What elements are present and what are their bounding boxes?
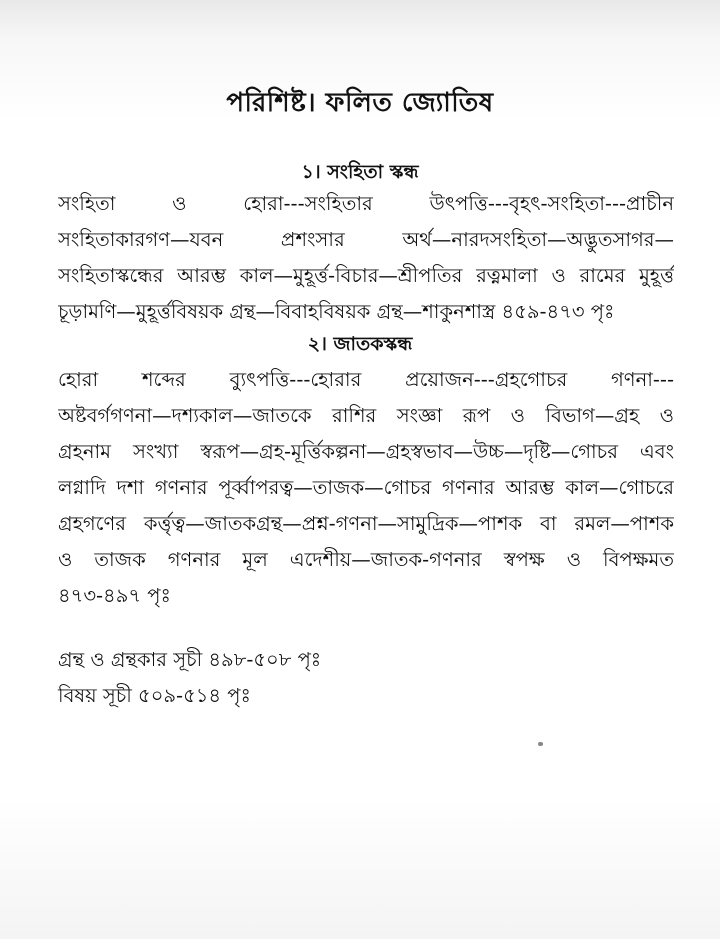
text-line: অষ্টবর্গগণনা—দশ্যকাল—জাতকে রাশির সংজ্ঞা রূপ ও বিভাগ—গ্রহ ও bbox=[58, 404, 674, 427]
text-line: সংহিতাস্কন্ধের আরম্ভ কাল—মুহূর্ত্ত-বিচার—শ্রীপতির রত্নমালা ও রামের মুহূর্ত্ত bbox=[58, 264, 674, 287]
text-line: চূড়ামণি—মুহূর্ত্তবিষয়ক গ্রন্থ—বিবাহবিষয়ক গ্রন্থ—শাকুনশাস্ত্র ৪৫৯-৪৭৩ পৃঃ bbox=[58, 300, 615, 323]
text-line: গ্রহনাম সংখ্যা স্বরূপ—গ্রহ-মূর্ত্তিকল্পনা—গ্রহস্বভাব—উচ্চ—দৃষ্টি—গোচর এবং bbox=[58, 440, 674, 463]
text-line: ও তাজক গণনার মূল এদেশীয়—জাতক-গণনার স্বপক্ষ ও বিপক্ষমত bbox=[58, 548, 674, 571]
section-heading-samhita: ১। সংহিতা স্কন্ধ bbox=[301, 161, 419, 183]
ink-speck bbox=[538, 742, 543, 746]
text-line: লগ্নাদি দশা গণনার পূর্ব্বাপরত্ব—তাজক—গোচর গণনার আরম্ভ কাল—গোচরে bbox=[58, 476, 674, 499]
text-line: সংহিতা ও হোরা---সংহিতার উৎপত্তি---বৃহৎ-সংহিতা---প্রাচীন bbox=[58, 192, 674, 215]
section-heading-jataka: ২। জাতকস্কন্ধ bbox=[307, 333, 413, 355]
text-line: গ্রহগণের কর্ত্তৃত্ব—জাতকগ্রন্থ—প্রশ্ন-গণনা—সামুদ্রিক—পাশক বা রমল—পাশক bbox=[58, 512, 674, 535]
text-line: সংহিতাকারগণ—যবন প্রশংসার অর্থ—নারদসংহিতা—অদ্ভুতসাগর— bbox=[58, 228, 674, 251]
index-entry-books-authors: গ্রন্থ ও গ্রন্থকার সূচী ৪৯৮-৫০৮ পৃঃ bbox=[58, 648, 322, 671]
index-entry-subjects: বিষয় সূচী ৫০৯-৫১৪ পৃঃ bbox=[58, 684, 251, 707]
text-line: ৪৭৩-৪৯৭ পৃঃ bbox=[58, 584, 171, 607]
page-title: পরিশিষ্ট। ফলিত জ্যোতিষ bbox=[226, 88, 494, 118]
text-line: হোরা শব্দের ব্যুৎপত্তি---হোরার প্রয়োজন---গ্রহগোচর গণনা--- bbox=[58, 368, 674, 391]
